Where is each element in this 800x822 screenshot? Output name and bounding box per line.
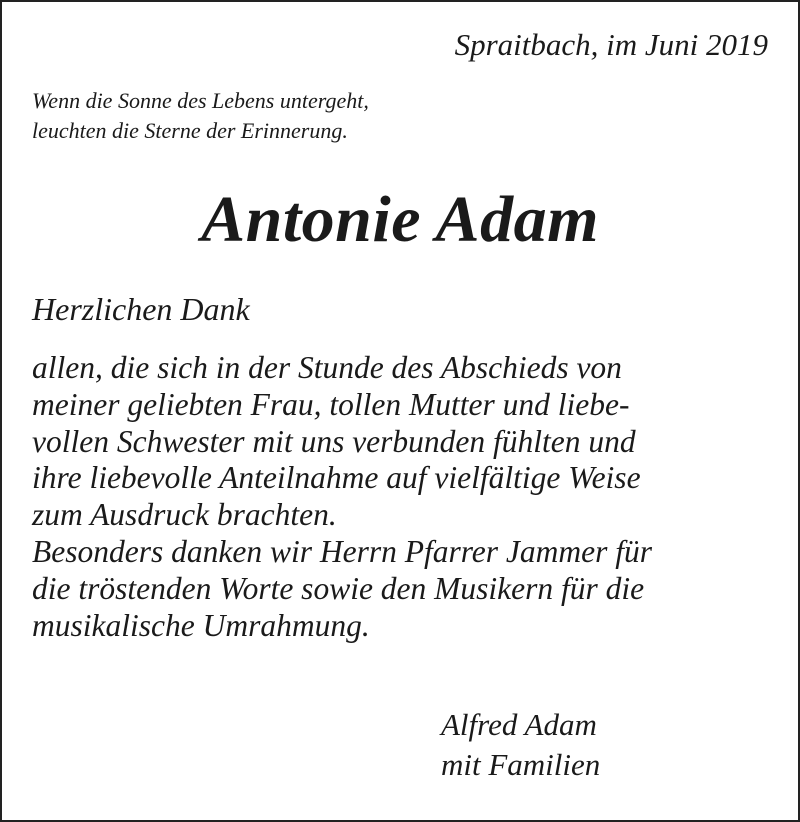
place-date: Spraitbach, im Juni 2019 <box>454 27 768 62</box>
thanks-heading: Herzlichen Dank <box>32 291 250 327</box>
body-line: meiner geliebten Frau, tollen Mutter und liebe- <box>32 386 630 422</box>
signature <box>441 705 600 785</box>
body-line: musikalische Umrahmung. <box>32 607 370 643</box>
deceased-name: Antonie Adam <box>201 183 599 256</box>
signature-line: Alfred Adam <box>441 707 597 742</box>
body-line: allen, die sich in der Stunde des Abschieds von <box>32 350 622 385</box>
body-line: ihre liebevolle Anteilnahme auf vielfältige Weise <box>32 460 641 496</box>
motto <box>32 86 369 146</box>
signature-line: mit Familien <box>441 747 601 782</box>
thanks-body <box>32 350 652 644</box>
body-line: zum Ausdruck brachten. <box>32 497 337 533</box>
body-line: die tröstenden Worte sowie den Musikern für die <box>32 570 645 606</box>
motto-line: Wenn die Sonne des Lebens untergeht, <box>32 88 369 113</box>
motto-line: leuchten die Sterne der Erinnerung. <box>32 118 348 143</box>
body-line: vollen Schwester mit uns verbunden fühlten und <box>32 423 636 459</box>
body-line: Besonders danken wir Herrn Pfarrer Jammer für <box>32 533 653 569</box>
